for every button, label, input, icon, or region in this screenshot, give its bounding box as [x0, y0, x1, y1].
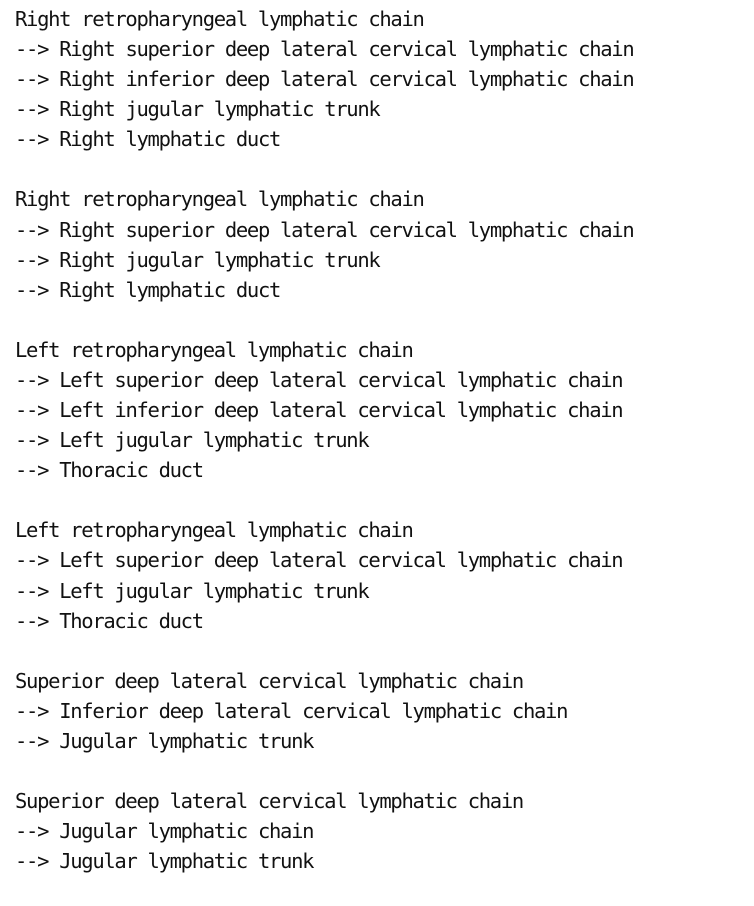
- pathway-step-label: Left superior deep lateral cervical lymphatic chain: [59, 548, 623, 573]
- pathway-step-label: Right jugular lymphatic trunk: [59, 97, 380, 122]
- pathway-step-label: Right inferior deep lateral cervical lymphatic chain: [59, 67, 634, 92]
- pathway-start: Superior deep lateral cervical lymphatic chain: [15, 788, 523, 813]
- pathway-step-label: Jugular lymphatic trunk: [59, 849, 314, 874]
- pathway-step-label: Left inferior deep lateral cervical lymphatic chain: [59, 398, 623, 423]
- arrow-text: -->: [15, 247, 49, 272]
- arrow-text: -->: [15, 127, 49, 152]
- pathway-step: [15, 696, 750, 726]
- pathway-step-label: Right superior deep lateral cervical lymphatic chain: [59, 37, 634, 62]
- pathway-step: [15, 64, 750, 94]
- arrow-text: -->: [15, 819, 49, 844]
- pathway-block: [15, 515, 750, 635]
- pathway-step: [15, 606, 750, 636]
- pathway-step-label: Left jugular lymphatic trunk: [59, 428, 369, 453]
- pathway-step-label: Jugular lymphatic chain: [59, 819, 314, 844]
- pathway-step-label: Jugular lymphatic trunk: [59, 728, 314, 753]
- pathway-step-label: Right lymphatic duct: [59, 127, 281, 152]
- pathway-step-label: Right superior deep lateral cervical lymphatic chain: [59, 217, 634, 242]
- arrow-text: -->: [15, 849, 49, 874]
- pathway-step: [15, 726, 750, 756]
- pathway-step: [15, 816, 750, 846]
- pathway-step: [15, 425, 750, 455]
- pathway-step-label: Inferior deep lateral cervical lymphatic chain: [59, 698, 568, 723]
- arrow-text: -->: [15, 398, 49, 423]
- pathway-step: [15, 365, 750, 395]
- pathway-step: [15, 215, 750, 245]
- arrow-text: -->: [15, 277, 49, 302]
- arrow-text: -->: [15, 37, 49, 62]
- pathway-step: [15, 846, 750, 876]
- arrow-text: -->: [15, 578, 49, 603]
- pathway-block: [15, 666, 750, 756]
- pathway-block: [15, 335, 750, 485]
- arrow-text: -->: [15, 97, 49, 122]
- pathway-block: [15, 4, 750, 154]
- pathway-start: Superior deep lateral cervical lymphatic chain: [15, 668, 523, 693]
- lymphatic-pathways-document: [15, 4, 750, 906]
- arrow-text: -->: [15, 458, 49, 483]
- pathway-step-label: Left superior deep lateral cervical lymphatic chain: [59, 367, 623, 392]
- pathway-step-label: Left jugular lymphatic trunk: [59, 578, 369, 603]
- arrow-text: -->: [15, 728, 49, 753]
- arrow-text: -->: [15, 67, 49, 92]
- pathway-step: [15, 245, 750, 275]
- arrow-text: -->: [15, 367, 49, 392]
- pathway-block: [15, 786, 750, 876]
- arrow-text: -->: [15, 608, 49, 633]
- pathway-start: Left retropharyngeal lymphatic chain: [15, 337, 413, 362]
- pathway-step: [15, 34, 750, 64]
- pathway-start: Left retropharyngeal lymphatic chain: [15, 518, 413, 543]
- arrow-text: -->: [15, 698, 49, 723]
- arrow-text: -->: [15, 217, 49, 242]
- pathway-step-label: Right lymphatic duct: [59, 277, 281, 302]
- pathway-step-label: Thoracic duct: [59, 458, 203, 483]
- pathway-step: [15, 94, 750, 124]
- arrow-text: -->: [15, 548, 49, 573]
- pathway-start: Right retropharyngeal lymphatic chain: [15, 187, 424, 212]
- pathway-step: [15, 395, 750, 425]
- pathway-step: [15, 275, 750, 305]
- arrow-text: -->: [15, 428, 49, 453]
- pathway-block: [15, 184, 750, 304]
- pathway-step: [15, 455, 750, 485]
- pathway-step: [15, 124, 750, 154]
- pathway-step-label: Right jugular lymphatic trunk: [59, 247, 380, 272]
- pathway-step: [15, 545, 750, 575]
- pathway-step-label: Thoracic duct: [59, 608, 203, 633]
- pathway-start: Right retropharyngeal lymphatic chain: [15, 7, 424, 31]
- pathway-step: [15, 576, 750, 606]
